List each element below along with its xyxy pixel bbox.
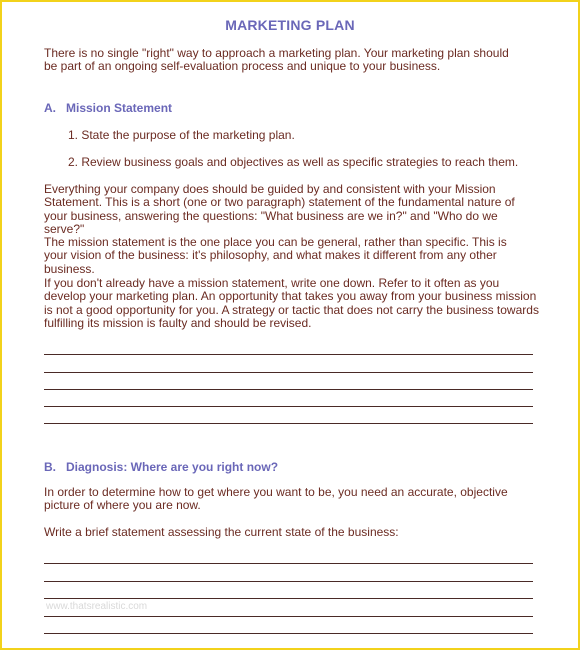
writing-line [44,423,533,424]
writing-line [44,581,533,582]
section-a-paragraph-3: If you don't already have a mission statement, write one down. Refer to it often as you develop your marketing plan. An opportunity that takes you away from your business mission is not a good opportunity for you. A strategy or tactic that does not carry the business towards fulfilling its mission is faulty and should be revised. [44,276,539,330]
watermark: www.thatsrealistic.com [46,601,148,612]
writing-line [44,616,533,617]
section-b-paragraph-2: Write a brief statement assessing the current state of the business: [44,525,399,539]
section-a-heading [44,101,524,115]
section-a-item-1: 1. State the purpose of the marketing plan. [68,128,295,142]
section-a-paragraph-1: Everything your company does should be guided by and consistent with your Mission Statement. This is a short (one or two paragraph) statement of the fundamental nature of your business, answering the questions: "What business are we in?" and "Who do we serve?" [44,182,515,236]
writing-line [44,598,533,599]
intro-paragraph: There is no single "right" way to approach a marketing plan. Your marketing plan should be part of an ongoing self-evaluation process and unique to your business. [44,46,509,74]
writing-line [44,389,533,390]
section-b-paragraph-1: In order to determine how to get where you want to be, you need an accurate, objective picture of where you are now. [44,485,508,513]
writing-line [44,372,533,373]
writing-line [44,406,533,407]
section-a-paragraph-2: The mission statement is the one place you can be general, rather than specific. This is your vision of the business: it's philosophy, and what makes it different from any other business. [44,235,507,276]
section-b-heading [44,460,524,474]
section-a-letter: A. [44,101,56,115]
section-b-letter: B. [44,460,56,474]
section-a-item-2: 2. Review business goals and objectives as well as specific strategies to reach them. [68,155,519,169]
section-a-title: Mission Statement [66,101,173,115]
section-b-title: Diagnosis: Where are you right now? [66,460,279,474]
document-title: MARKETING PLAN [225,17,355,33]
writing-line [44,354,533,355]
writing-line [44,563,533,564]
writing-line [44,633,533,634]
